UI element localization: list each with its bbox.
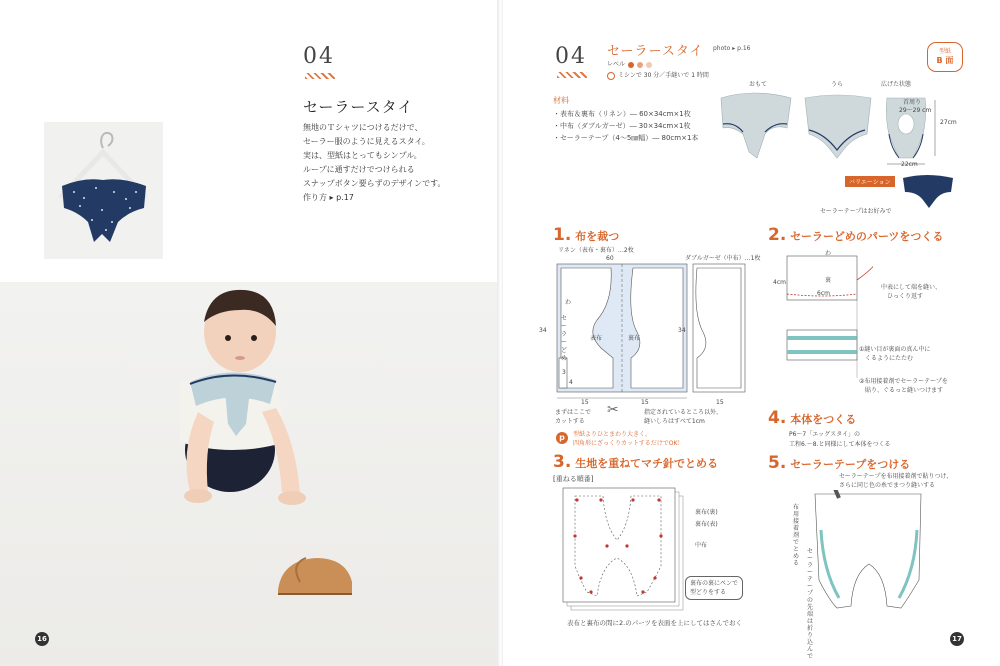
material-item: ・中布（ダブルガーゼ）― 30×34cm×1枚: [553, 122, 691, 130]
s2-dim-4: 4cm: [773, 279, 786, 286]
s1-tip-2: 四角形にざっくりカットするだけでOK！: [573, 440, 684, 447]
s1-fabric-label: リネン（表布・裏布）…2枚: [558, 247, 634, 254]
page-number-left: 16: [35, 632, 49, 646]
s1-width-15c: 15: [716, 399, 724, 406]
pattern-badge: [927, 42, 963, 72]
s1-size-3: 3: [562, 369, 566, 376]
s1-sailor-part: セーラーどめ: [561, 315, 568, 362]
s1-gauze-label: ダブルガーゼ（中布）…1枚: [685, 255, 761, 262]
step3-number: 3.: [553, 452, 572, 472]
pattern-badge-line1: 型紙: [938, 48, 951, 55]
right-number: 04: [555, 44, 587, 69]
left-zigzag: [305, 73, 335, 79]
s3-pen-1: 裏布の裏にペンで: [690, 580, 739, 587]
step5-number: 5.: [768, 453, 787, 473]
s2-note-2a: ①縫い目が裏面の真ん中に: [859, 346, 931, 353]
materials: [553, 95, 698, 144]
s1-seam-note-2: 縫いしろはすべて1cm: [644, 418, 705, 425]
s1-width-60: 60: [606, 255, 614, 262]
left-title: セーラースタイ: [303, 98, 414, 116]
s2-fold-mark: わ: [825, 250, 832, 257]
hanger-photo: [44, 122, 163, 259]
step5-heading: [768, 453, 910, 473]
baby-photo: [0, 282, 497, 666]
s2-note-3b: 貼り、ぐるっと縫いつけます: [865, 387, 944, 394]
s2-ura: 裏: [825, 277, 832, 284]
step5-diagram: [809, 490, 929, 616]
s4-line-1: P6～7「エッグスタイ」の: [789, 431, 860, 438]
photo-ref: photo ▸ p.16: [713, 45, 751, 52]
step2-number: 2.: [768, 225, 787, 245]
view-back-label: うら: [831, 81, 844, 88]
left-body: [303, 121, 445, 205]
s1-seam-note-1: 指定されているところ以外、: [644, 409, 723, 416]
left-body-line: 実は、型紙はとってもシンプル。: [303, 151, 422, 160]
step3-title: 生地を重ねてマチ針でとめる: [575, 457, 719, 470]
step1-heading: [553, 225, 619, 245]
right-title: セーラースタイ: [607, 44, 704, 59]
clock-icon: [607, 72, 615, 80]
s2-note-2b: くるようにたたむ: [865, 355, 914, 362]
step1-title: 布を裁つ: [575, 230, 620, 243]
width-dim: 22cm: [901, 161, 918, 168]
time-row: [607, 71, 709, 80]
step5-title: セーラーテープをつける: [790, 458, 911, 471]
step3-heading: [553, 452, 718, 472]
s1-size-4: 4: [569, 379, 573, 386]
s1-height-34b: 34: [678, 327, 686, 334]
s3-pen-callout: [685, 576, 743, 600]
s5-note-2: さらに同じ色の糸でまつり縫いする: [839, 482, 936, 489]
s5-side-2: セーラーテープの先端は折り込んで: [807, 548, 814, 660]
materials-title: 材料: [553, 96, 569, 105]
s1-width-15a: 15: [581, 399, 589, 406]
s3-layer-omote: 裏布(表): [695, 521, 718, 528]
neck-value: 29～29 cm: [899, 107, 932, 114]
pattern-badge-line2: B 面: [936, 56, 954, 65]
left-body-line: 無地のＴシャツにつけるだけで、: [303, 123, 423, 132]
right-page: [503, 0, 1000, 666]
level-dot-icon: [637, 62, 643, 68]
s1-omote: 表布: [590, 335, 603, 342]
s4-line-2: 工程6.～8.と同様にして本体をつくる: [789, 441, 891, 448]
s1-cut-note-1: まずはここで: [555, 409, 592, 416]
s5-note-1: セーラーテープを布用接着剤で貼りつけ、: [839, 473, 953, 480]
s1-height-34a: 34: [539, 327, 547, 334]
s3-layer-ura: 裏布(裏): [695, 509, 718, 516]
step4-number: 4.: [768, 408, 787, 428]
s1-ura: 裏布: [628, 335, 641, 342]
variation-caption: セーラーテープはお好みで: [820, 208, 892, 215]
s1-cut-note-2: カットする: [555, 418, 585, 425]
level-label: レベル: [607, 61, 626, 68]
level-dot-icon: [628, 62, 634, 68]
level-dot-icon: [646, 62, 652, 68]
neck-label: 首周り: [903, 99, 922, 106]
left-number: 04: [303, 44, 335, 69]
material-item: ・表布＆裏布（リネン）― 60×34cm×1枚: [553, 110, 691, 118]
s1-width-15b: 15: [641, 399, 649, 406]
s1-fold-mark: わ: [565, 299, 572, 306]
step2-heading: [768, 225, 943, 245]
step1-cutting-diagram: [547, 262, 747, 412]
s1-tip-1: 型紙よりひとまわり大きく、: [573, 431, 651, 438]
s3-pen-2: 型どりをする: [690, 589, 727, 596]
step2-diagram: [783, 250, 873, 390]
step4-heading: [768, 408, 856, 428]
right-zigzag: [557, 72, 587, 78]
view-front-label: おもて: [749, 81, 768, 88]
s2-note-3a: ②布用接着剤でセーラーテープを: [859, 378, 948, 385]
left-body-line: ループに通すだけでつけられる: [303, 165, 415, 174]
time-text: ミシンで 30 分／手縫いで 1 時間: [618, 72, 709, 79]
view-spread-label: 広げた状態: [881, 81, 912, 88]
step1-number: 1.: [553, 225, 572, 245]
page-number-right: 17: [950, 632, 964, 646]
level-row: [607, 60, 652, 69]
scissors-icon: ✂: [607, 402, 619, 418]
step3-layer-diagram: [561, 486, 691, 612]
left-body-line: 作り方 ▸ p.17: [303, 193, 354, 202]
s2-dim-6: 6cm: [817, 290, 830, 297]
s5-side-1: 布用接着剤でとめる: [793, 504, 800, 567]
left-body-line: セーラー服のように見えるスタイ。: [303, 137, 430, 146]
step2-title: セーラーどめのパーツをつくる: [790, 230, 944, 243]
s3-bottom-note: 表布と裏布の間に2.のパーツを表面を上にしてはさんでおく: [567, 619, 742, 627]
left-body-line: スナップボタン要らずのデザインです。: [303, 179, 446, 188]
tip-badge-icon: p: [556, 432, 568, 444]
material-item: ・セーラーテープ（4～5㎜幅）― 80cm×1本: [553, 134, 699, 142]
left-page: [0, 0, 497, 666]
s3-layer-naka: 中布: [695, 542, 708, 549]
height-dim: 27cm: [940, 119, 957, 126]
s3-order: [重ねる順番]: [553, 475, 594, 483]
variation-label: バリエーション: [845, 176, 895, 187]
s2-note-1b: ひっくり返す: [887, 293, 924, 300]
s2-note-1a: 中表にして端を縫い、: [881, 284, 942, 291]
step4-title: 本体をつくる: [790, 413, 857, 426]
